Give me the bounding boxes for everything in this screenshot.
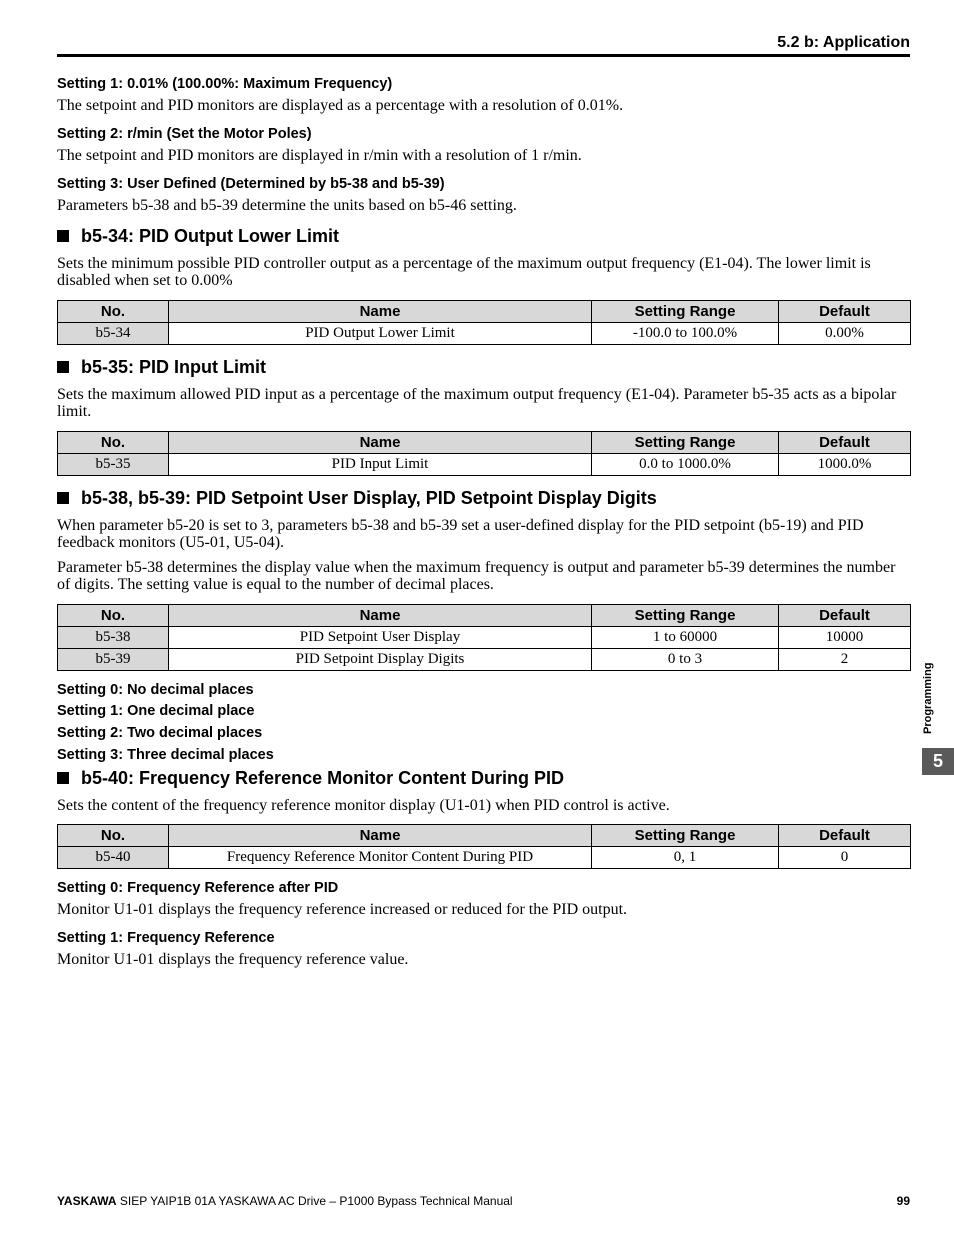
b5-38-title: b5-38, b5-39: PID Setpoint User Display, PID Setpoint Display Digits xyxy=(81,488,657,508)
bullet-square-icon xyxy=(57,361,69,373)
setting-1-heading: Setting 1: 0.01% (100.00%: Maximum Frequency) xyxy=(57,76,393,92)
col-header-no: No. xyxy=(58,825,169,847)
table-header-row xyxy=(58,825,911,847)
header-rule xyxy=(57,54,910,57)
b5-35-parameter-table xyxy=(57,431,911,476)
table-header-row xyxy=(58,605,911,627)
cell-name: Frequency Reference Monitor Content During PID xyxy=(169,847,592,869)
freq-setting-1-heading: Setting 1: Frequency Reference xyxy=(57,930,275,946)
col-header-name: Name xyxy=(169,432,592,454)
page-section-header: 5.2 b: Application xyxy=(777,34,910,51)
cell-no: b5-38 xyxy=(58,627,169,649)
col-header-range: Setting Range xyxy=(592,301,779,323)
freq-setting-0-heading: Setting 0: Frequency Reference after PID xyxy=(57,880,339,896)
b5-38-description-1: When parameter b5-20 is set to 3, parameters b5-38 and b5-39 set a user-defined display for the PID setpoint (b5-19) and PID feedback monitors (U5-01, U5-04). xyxy=(57,517,864,551)
cell-name: PID Input Limit xyxy=(169,454,592,476)
cell-name: PID Setpoint User Display xyxy=(169,627,592,649)
digits-setting-3: Setting 3: Three decimal places xyxy=(57,747,274,763)
setting-1-text: The setpoint and PID monitors are displayed as a percentage with a resolution of 0.01%. xyxy=(57,97,624,114)
col-header-range: Setting Range xyxy=(592,605,779,627)
freq-setting-0-text: Monitor U1-01 displays the frequency reference increased or reduced for the PID output. xyxy=(57,901,628,918)
col-header-name: Name xyxy=(169,301,592,323)
bullet-square-icon xyxy=(57,772,69,784)
setting-2-heading: Setting 2: r/min (Set the Motor Poles) xyxy=(57,126,312,142)
table-row xyxy=(58,323,911,345)
b5-38-heading xyxy=(57,488,657,509)
cell-no: b5-35 xyxy=(58,454,169,476)
chapter-number-tab: 5 xyxy=(922,748,954,775)
cell-range: -100.0 to 100.0% xyxy=(592,323,779,345)
b5-35-description: Sets the maximum allowed PID input as a percentage of the maximum output frequency (E1-04). Parameter b5-35 acts as a bipolar limit. xyxy=(57,386,897,420)
b5-34-title: b5-34: PID Output Lower Limit xyxy=(81,226,340,246)
digits-setting-0: Setting 0: No decimal places xyxy=(57,682,254,698)
col-header-name: Name xyxy=(169,825,592,847)
setting-2-text: The setpoint and PID monitors are displayed in r/min with a resolution of 1 r/min. xyxy=(57,147,582,164)
cell-range: 1 to 60000 xyxy=(592,627,779,649)
digits-setting-2: Setting 2: Two decimal places xyxy=(57,725,263,741)
col-header-range: Setting Range xyxy=(592,825,779,847)
col-header-no: No. xyxy=(58,301,169,323)
chapter-side-tab-label: Programming xyxy=(922,662,934,734)
cell-default: 0 xyxy=(779,847,911,869)
col-header-no: No. xyxy=(58,605,169,627)
table-row xyxy=(58,454,911,476)
b5-34-parameter-table xyxy=(57,300,911,345)
cell-default: 1000.0% xyxy=(779,454,911,476)
cell-range: 0 to 3 xyxy=(592,649,779,671)
cell-default: 2 xyxy=(779,649,911,671)
table-header-row xyxy=(58,432,911,454)
bullet-square-icon xyxy=(57,230,69,242)
page-number: 99 xyxy=(896,1194,910,1208)
cell-no: b5-34 xyxy=(58,323,169,345)
table-row xyxy=(58,649,911,671)
cell-no: b5-40 xyxy=(58,847,169,869)
b5-35-heading xyxy=(57,357,266,378)
col-header-no: No. xyxy=(58,432,169,454)
cell-range: 0.0 to 1000.0% xyxy=(592,454,779,476)
table-row xyxy=(58,627,911,649)
bullet-square-icon xyxy=(57,492,69,504)
b5-34-description: Sets the minimum possible PID controller output as a percentage of the maximum output frequency (E1-04). The lower limit is disabled when set to 0.00% xyxy=(57,255,871,289)
setting-3-heading: Setting 3: User Defined (Determined by b5-38 and b5-39) xyxy=(57,176,445,192)
col-header-default: Default xyxy=(779,825,911,847)
cell-name: PID Setpoint Display Digits xyxy=(169,649,592,671)
table-row xyxy=(58,847,911,869)
cell-range: 0, 1 xyxy=(592,847,779,869)
b5-40-parameter-table xyxy=(57,824,911,869)
footer-manual-title xyxy=(57,1194,513,1208)
b5-40-title: b5-40: Frequency Reference Monitor Content During PID xyxy=(81,768,565,788)
cell-name: PID Output Lower Limit xyxy=(169,323,592,345)
b5-40-heading xyxy=(57,768,564,789)
b5-38-description-2: Parameter b5-38 determines the display value when the maximum frequency is output and parameter b5-39 determines the number of digits. The setting value is equal to the number of decimal places. xyxy=(57,559,896,593)
col-header-name: Name xyxy=(169,605,592,627)
footer-text: SIEP YAIP1B 01A YASKAWA AC Drive – P1000 Bypass Technical Manual xyxy=(116,1194,513,1208)
col-header-default: Default xyxy=(779,605,911,627)
col-header-default: Default xyxy=(779,301,911,323)
cell-default: 10000 xyxy=(779,627,911,649)
footer-brand: YASKAWA xyxy=(57,1194,117,1208)
table-header-row xyxy=(58,301,911,323)
col-header-range: Setting Range xyxy=(592,432,779,454)
b5-40-description: Sets the content of the frequency reference monitor display (U1-01) when PID control is active. xyxy=(57,797,670,814)
cell-default: 0.00% xyxy=(779,323,911,345)
b5-34-heading xyxy=(57,226,339,247)
digits-setting-1: Setting 1: One decimal place xyxy=(57,703,255,719)
setting-3-text: Parameters b5-38 and b5-39 determine the units based on b5-46 setting. xyxy=(57,197,517,214)
freq-setting-1-text: Monitor U1-01 displays the frequency reference value. xyxy=(57,951,409,968)
col-header-default: Default xyxy=(779,432,911,454)
cell-no: b5-39 xyxy=(58,649,169,671)
b5-38-parameter-table xyxy=(57,604,911,671)
b5-35-title: b5-35: PID Input Limit xyxy=(81,357,267,377)
